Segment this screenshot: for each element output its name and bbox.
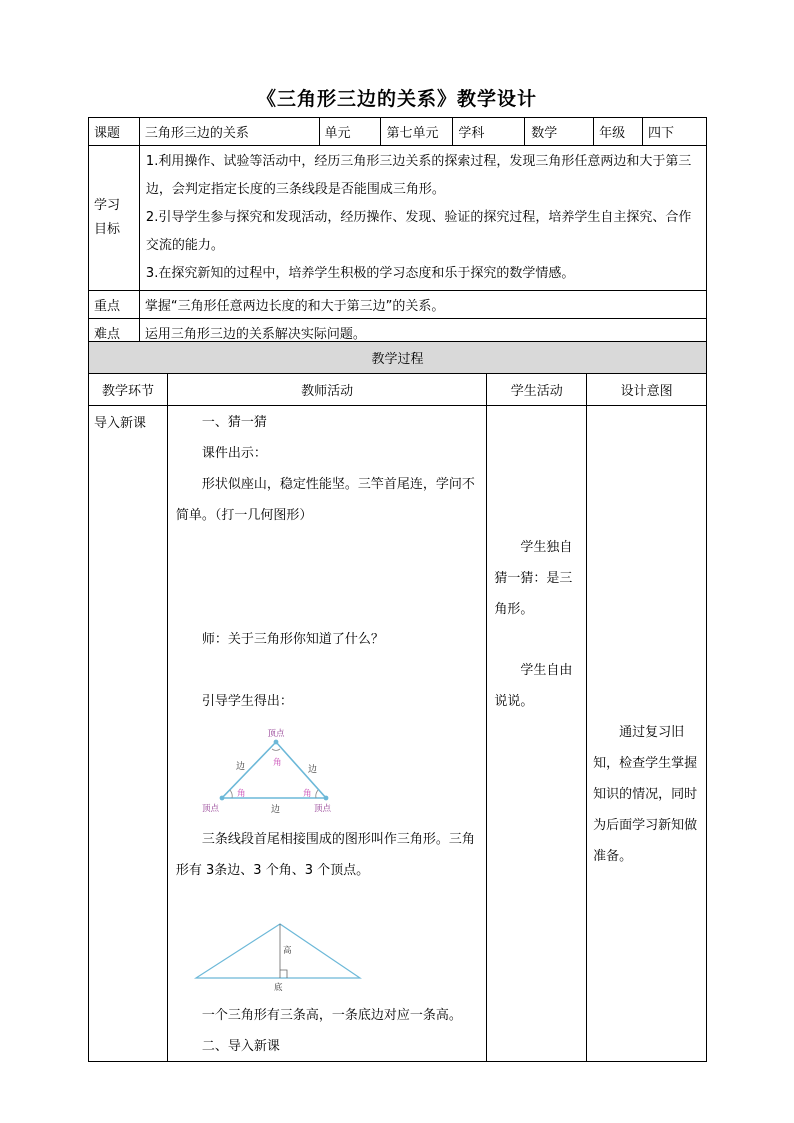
difficulty-label: 难点 [89, 319, 140, 347]
student-s2: 学生自由说说。 [494, 663, 573, 709]
triangle-height-diagram [194, 920, 364, 992]
goal-item: 2.引导学生参与探究和发现活动，经历操作、发现、验证的探究过程，培养学生自主探究、合作交流的能力。 [145, 210, 692, 253]
vertex-dot-left [219, 796, 224, 801]
header-student: 学生活动 [487, 374, 587, 406]
header-row [89, 374, 707, 406]
vertex-label-left: 顶点 [201, 804, 219, 814]
header-intent: 设计意图 [587, 374, 707, 406]
teacher-p2: 课件出示： [201, 446, 267, 461]
goals-label: 学习 目标 [89, 146, 140, 291]
angle-label-right: 角 [302, 789, 312, 799]
goals-content [139, 146, 706, 291]
process-title-row [89, 342, 707, 374]
grade-value: 四下 [643, 118, 707, 146]
design-intent [587, 406, 707, 1062]
teacher-activity [167, 406, 486, 1062]
grade-label: 年级 [594, 118, 643, 146]
angle-arc-left [230, 790, 232, 798]
stage-cell [89, 406, 168, 1062]
vertex-dot-top [273, 740, 278, 745]
header-teacher: 教师活动 [167, 374, 486, 406]
key-content: 掌握“三角形任意两边长度的和大于第三边”的关系。 [139, 291, 706, 319]
teacher-p7: 一个三角形有三条高，一条底边对应一条高。 [201, 1008, 462, 1023]
vertex-label-top: 顶点 [267, 729, 285, 739]
stage-label: 导入新课 [94, 416, 147, 431]
height-label: 高 [282, 946, 292, 956]
vertex-dot-right [323, 796, 328, 801]
unit-label: 单元 [319, 118, 381, 146]
teacher-p8: 二、导入新课 [201, 1039, 280, 1054]
document-title: 《三角形三边的关系》教学设计 [256, 88, 537, 110]
teacher-p1: 一、猜一猜 [201, 415, 267, 430]
key-row [89, 291, 707, 319]
info-table [88, 117, 707, 347]
info-row [89, 118, 707, 146]
angle-arc-right [316, 790, 318, 798]
right-angle-mark [280, 970, 287, 978]
difficulty-content: 运用三角形三边的关系解决实际问题。 [139, 319, 706, 347]
triangle-parts-diagram [201, 722, 338, 815]
topic-label: 课题 [89, 118, 140, 146]
teacher-p4: 师：关于三角形你知道了什么？ [201, 632, 384, 647]
teacher-p6: 三条线段首尾相接围成的图形叫作三角形。三角形有 3条边、3 个角、3 个顶点。 [175, 832, 475, 878]
goals-row [89, 146, 707, 291]
goal-item: 3.在探究新知的过程中，培养学生积极的学习态度和乐于探究的数学情感。 [145, 266, 575, 281]
subject-value: 数学 [525, 118, 594, 146]
student-s1: 学生独自猜一猜：是三角形。 [494, 540, 573, 617]
student-activity [487, 406, 587, 1062]
height-triangle-shape [196, 924, 360, 978]
key-label: 重点 [89, 291, 140, 319]
subject-label: 学科 [453, 118, 525, 146]
teacher-p5: 引导学生得出： [201, 694, 293, 709]
edge-label-left: 边 [235, 762, 245, 772]
goal-item: 1.利用操作、试验等活动中，经历三角形三边关系的探索过程，发现三角形任意两边和大于第三边，会判定指定长度的三条线段是否能围成三角形。 [145, 154, 692, 197]
header-stage: 教学环节 [89, 374, 168, 406]
angle-label-top: 角 [272, 758, 282, 768]
angle-arc-top [272, 749, 280, 751]
topic-value: 三角形三边的关系 [139, 118, 319, 146]
intent-text: 通过复习旧知，检查学生掌握知识的情况，同时为后面学习新知做准备。 [593, 725, 698, 864]
angle-label-left: 角 [236, 789, 246, 799]
base-label: 底 [273, 983, 283, 993]
edge-label-bottom: 边 [270, 805, 280, 815]
edge-label-right: 边 [307, 765, 317, 775]
teacher-p3: 形状似座山，稳定性能坚。三竿首尾连，学问不简单。（打一几何图形） [175, 477, 475, 523]
intro-row [89, 406, 707, 1062]
unit-value: 第七单元 [381, 118, 453, 146]
vertex-label-right: 顶点 [313, 804, 331, 814]
process-title: 教学过程 [89, 342, 707, 374]
process-table [88, 341, 707, 1062]
